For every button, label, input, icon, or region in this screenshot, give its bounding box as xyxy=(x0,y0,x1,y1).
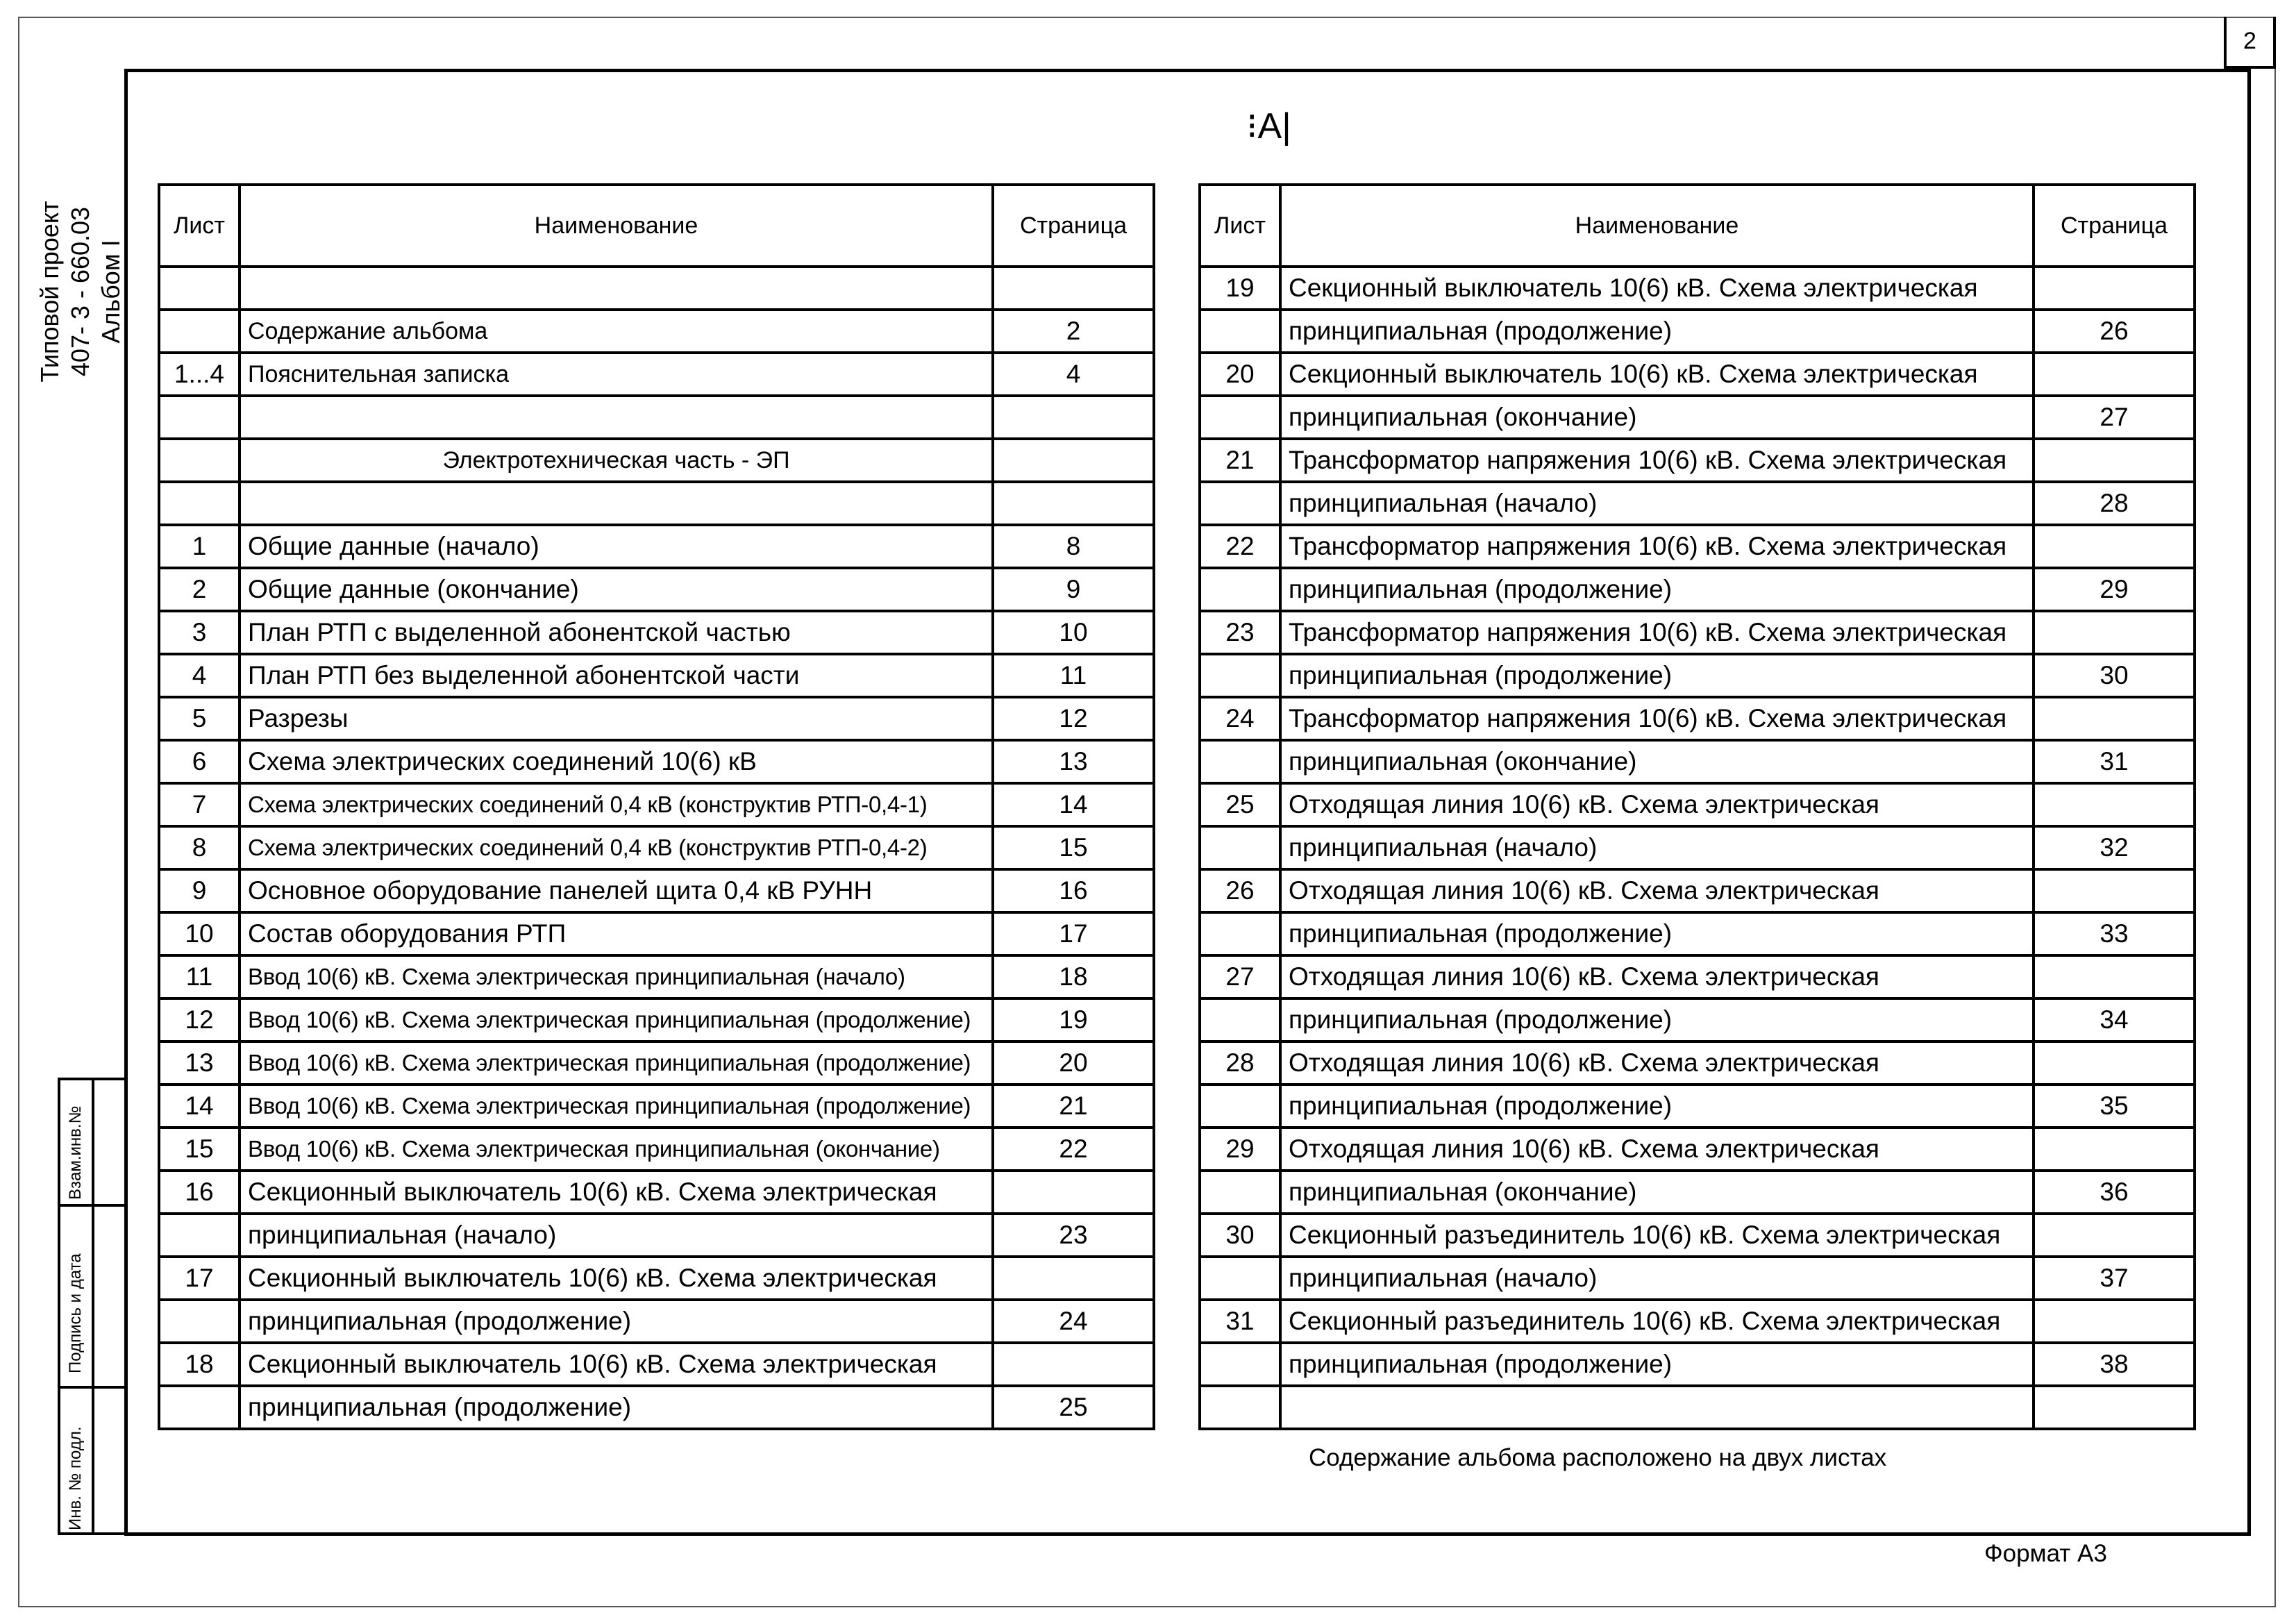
cell-sheet: 14 xyxy=(159,1085,240,1128)
cell-page: 32 xyxy=(2034,826,2195,869)
cell-name: Ввод 10(6) кВ. Схема электрическая принципиальная (продолжение) xyxy=(240,998,993,1041)
header-name: Наименование xyxy=(240,185,993,267)
cell-page: 26 xyxy=(2034,310,2195,353)
cell-page xyxy=(2034,1300,2195,1343)
cell-name: Схема электрических соединений 0,4 кВ (конструктив РТП-0,4-1) xyxy=(240,783,993,826)
cell-page: 38 xyxy=(2034,1343,2195,1386)
cell-page: 21 xyxy=(993,1085,1154,1128)
cell-name: Схема электрических соединений 10(6) кВ xyxy=(240,740,993,783)
cell-sheet xyxy=(1200,396,1280,439)
cell-sheet xyxy=(1200,568,1280,611)
cell-name: Секционный выключатель 10(6) кВ. Схема электрическая xyxy=(1280,353,2034,396)
cell-sheet xyxy=(159,1386,240,1429)
cell-page: 8 xyxy=(993,525,1154,568)
cell-name: Отходящая линия 10(6) кВ. Схема электрическая xyxy=(1280,1041,2034,1085)
cell-page xyxy=(2034,525,2195,568)
cell-name: принципиальная (продолжение) xyxy=(1280,1343,2034,1386)
table-row xyxy=(1200,353,2195,396)
header-sheet: Лист xyxy=(159,185,240,267)
format-label: Формат А3 xyxy=(1984,1540,2107,1567)
cell-sheet: 21 xyxy=(1200,439,1280,482)
table-row xyxy=(159,740,1154,783)
cell-name: Отходящая линия 10(6) кВ. Схема электрическая xyxy=(1280,869,2034,912)
contents-table-left xyxy=(158,183,1155,1430)
cell-page xyxy=(993,396,1154,439)
table-row xyxy=(1200,1041,2195,1085)
cell-sheet: 18 xyxy=(159,1343,240,1386)
table-row xyxy=(159,654,1154,697)
cell-name: Секционный разъединитель 10(6) кВ. Схема электрическая xyxy=(1280,1214,2034,1257)
cell-page xyxy=(2034,869,2195,912)
cell-sheet: 29 xyxy=(1200,1128,1280,1171)
cell-name: План РТП без выделенной абонентской части xyxy=(240,654,993,697)
table-row xyxy=(1200,740,2195,783)
cell-page: 4 xyxy=(993,353,1154,396)
cell-sheet: 26 xyxy=(1200,869,1280,912)
cell-sheet: 11 xyxy=(159,955,240,998)
cell-sheet: 10 xyxy=(159,912,240,955)
cell-name: Основное оборудование панелей щита 0,4 кВ РУНН xyxy=(240,869,993,912)
cell-page: 15 xyxy=(993,826,1154,869)
header-page: Страница xyxy=(2034,185,2195,267)
table-row xyxy=(1200,1214,2195,1257)
cell-name: принципиальная (окончание) xyxy=(1280,396,2034,439)
cell-page: 35 xyxy=(2034,1085,2195,1128)
table-row xyxy=(159,1300,1154,1343)
cell-page xyxy=(2034,439,2195,482)
cell-name: Секционный выключатель 10(6) кВ. Схема электрическая xyxy=(240,1343,993,1386)
two-sheet-note: Содержание альбома расположено на двух листах xyxy=(1309,1444,1887,1471)
cell-sheet: 30 xyxy=(1200,1214,1280,1257)
header-page: Страница xyxy=(993,185,1154,267)
cell-page xyxy=(2034,697,2195,740)
table-row xyxy=(1200,869,2195,912)
cell-page: 22 xyxy=(993,1128,1154,1171)
cell-page xyxy=(2034,955,2195,998)
cell-name: принципиальная (начало) xyxy=(1280,482,2034,525)
cell-page: 20 xyxy=(993,1041,1154,1085)
table-header-row xyxy=(1200,185,2195,267)
cell-page: 2 xyxy=(993,310,1154,353)
table-row xyxy=(1200,1343,2195,1386)
cell-name: Общие данные (начало) xyxy=(240,525,993,568)
table-row xyxy=(1200,998,2195,1041)
cell-sheet: 23 xyxy=(1200,611,1280,654)
cell-name: Ввод 10(6) кВ. Схема электрическая принципиальная (продолжение) xyxy=(240,1085,993,1128)
table-row xyxy=(159,439,1154,482)
cell-name: Отходящая линия 10(6) кВ. Схема электрическая xyxy=(1280,1128,2034,1171)
table-row xyxy=(1200,1128,2195,1171)
cell-page xyxy=(2034,783,2195,826)
cell-sheet: 7 xyxy=(159,783,240,826)
table-row xyxy=(159,310,1154,353)
header-sheet: Лист xyxy=(1200,185,1280,267)
cell-sheet: 20 xyxy=(1200,353,1280,396)
cell-sheet xyxy=(159,1214,240,1257)
cell-name: принципиальная (продолжение) xyxy=(1280,654,2034,697)
table-row xyxy=(159,783,1154,826)
table-row xyxy=(159,1171,1154,1214)
page-title: ⁝A| xyxy=(1246,106,1291,147)
cell-sheet: 28 xyxy=(1200,1041,1280,1085)
table-row xyxy=(1200,396,2195,439)
cell-name: принципиальная (продолжение) xyxy=(240,1386,993,1429)
cell-sheet xyxy=(159,267,240,310)
cell-page xyxy=(2034,1386,2195,1429)
cell-sheet: 16 xyxy=(159,1171,240,1214)
cell-name: Трансформатор напряжения 10(6) кВ. Схема электрическая xyxy=(1280,439,2034,482)
sheet-number: 2 xyxy=(2243,28,2256,54)
table-row xyxy=(159,1386,1154,1429)
cell-sheet: 13 xyxy=(159,1041,240,1085)
cell-name: Ввод 10(6) кВ. Схема электрическая принципиальная (продолжение) xyxy=(240,1041,993,1085)
cell-name: Пояснительная записка xyxy=(240,353,993,396)
cell-page: 13 xyxy=(993,740,1154,783)
cell-sheet xyxy=(1200,1171,1280,1214)
cell-sheet xyxy=(159,439,240,482)
cell-name xyxy=(240,396,993,439)
cell-page: 14 xyxy=(993,783,1154,826)
cell-sheet: 6 xyxy=(159,740,240,783)
cell-name: принципиальная (продолжение) xyxy=(1280,912,2034,955)
cell-name: принципиальная (продолжение) xyxy=(1280,568,2034,611)
cell-name xyxy=(1280,1386,2034,1429)
table-row xyxy=(159,1214,1154,1257)
cell-sheet xyxy=(159,310,240,353)
cell-page: 34 xyxy=(2034,998,2195,1041)
cell-name: Схема электрических соединений 0,4 кВ (конструктив РТП-0,4-2) xyxy=(240,826,993,869)
cell-sheet xyxy=(1200,1343,1280,1386)
cell-name: принципиальная (продолжение) xyxy=(1280,1085,2034,1128)
stamp-divider xyxy=(60,1204,125,1207)
cell-page xyxy=(2034,611,2195,654)
cell-name: Ввод 10(6) кВ. Схема электрическая принципиальная (начало) xyxy=(240,955,993,998)
table-row xyxy=(159,568,1154,611)
cell-name: принципиальная (окончание) xyxy=(1280,740,2034,783)
cell-name: Отходящая линия 10(6) кВ. Схема электрическая xyxy=(1280,783,2034,826)
side-title-line-2: 407- 3 - 660.03 xyxy=(66,206,94,377)
table-row xyxy=(159,1085,1154,1128)
cell-page: 23 xyxy=(993,1214,1154,1257)
cell-name: Общие данные (окончание) xyxy=(240,568,993,611)
cell-sheet xyxy=(159,482,240,525)
sheet-number-box xyxy=(2224,17,2276,69)
cell-name: Разрезы xyxy=(240,697,993,740)
contents-table-right xyxy=(1198,183,2196,1430)
table-row xyxy=(159,998,1154,1041)
table-row xyxy=(1200,783,2195,826)
table-row xyxy=(1200,568,2195,611)
cell-page xyxy=(993,439,1154,482)
table-row xyxy=(1200,912,2195,955)
cell-name: Секционный выключатель 10(6) кВ. Схема электрическая xyxy=(1280,267,2034,310)
table-header-row xyxy=(159,185,1154,267)
side-title-block xyxy=(35,111,132,472)
cell-sheet xyxy=(1200,1085,1280,1128)
cell-sheet xyxy=(1200,740,1280,783)
cell-name xyxy=(240,482,993,525)
cell-page xyxy=(2034,1214,2195,1257)
stamp-label-signature-date: Подпись и дата xyxy=(66,1253,85,1373)
cell-sheet: 31 xyxy=(1200,1300,1280,1343)
cell-name: Трансформатор напряжения 10(6) кВ. Схема электрическая xyxy=(1280,525,2034,568)
table-row xyxy=(159,869,1154,912)
cell-page xyxy=(2034,1128,2195,1171)
table-row xyxy=(1200,1085,2195,1128)
cell-page: 16 xyxy=(993,869,1154,912)
cell-name xyxy=(240,267,993,310)
cell-sheet xyxy=(159,1300,240,1343)
side-title-line-3: Альбом I xyxy=(97,240,125,344)
cell-page xyxy=(993,1171,1154,1214)
cell-name: Трансформатор напряжения 10(6) кВ. Схема электрическая xyxy=(1280,611,2034,654)
cell-page: 36 xyxy=(2034,1171,2195,1214)
cell-name: Секционный выключатель 10(6) кВ. Схема электрическая xyxy=(240,1257,993,1300)
table-row xyxy=(159,1343,1154,1386)
table-row xyxy=(159,611,1154,654)
table-row xyxy=(159,396,1154,439)
table-row xyxy=(1200,697,2195,740)
header-name: Наименование xyxy=(1280,185,2034,267)
table-row xyxy=(159,955,1154,998)
table-row xyxy=(1200,1300,2195,1343)
cell-name: принципиальная (начало) xyxy=(240,1214,993,1257)
cell-sheet xyxy=(159,396,240,439)
cell-page xyxy=(993,267,1154,310)
cell-sheet: 27 xyxy=(1200,955,1280,998)
table-row xyxy=(159,525,1154,568)
cell-sheet: 19 xyxy=(1200,267,1280,310)
table-row xyxy=(159,1257,1154,1300)
cell-sheet: 2 xyxy=(159,568,240,611)
cell-name: принципиальная (начало) xyxy=(1280,1257,2034,1300)
cell-sheet xyxy=(1200,826,1280,869)
cell-sheet: 15 xyxy=(159,1128,240,1171)
cell-page: 37 xyxy=(2034,1257,2195,1300)
table-row xyxy=(1200,525,2195,568)
cell-sheet: 5 xyxy=(159,697,240,740)
cell-name: принципиальная (продолжение) xyxy=(240,1300,993,1343)
table-row xyxy=(159,912,1154,955)
table-row xyxy=(159,1128,1154,1171)
cell-sheet: 8 xyxy=(159,826,240,869)
cell-sheet: 3 xyxy=(159,611,240,654)
cell-sheet xyxy=(1200,310,1280,353)
cell-name: Трансформатор напряжения 10(6) кВ. Схема электрическая xyxy=(1280,697,2034,740)
cell-sheet xyxy=(1200,482,1280,525)
cell-page: 11 xyxy=(993,654,1154,697)
cell-page: 33 xyxy=(2034,912,2195,955)
table-row xyxy=(159,697,1154,740)
side-title-line-1: Типовой проект xyxy=(35,201,64,383)
cell-sheet xyxy=(1200,1257,1280,1300)
cell-sheet: 9 xyxy=(159,869,240,912)
cell-name: Отходящая линия 10(6) кВ. Схема электрическая xyxy=(1280,955,2034,998)
table-row xyxy=(159,353,1154,396)
table-row xyxy=(159,1041,1154,1085)
cell-name: Ввод 10(6) кВ. Схема электрическая принципиальная (окончание) xyxy=(240,1128,993,1171)
table-row xyxy=(1200,955,2195,998)
cell-sheet: 25 xyxy=(1200,783,1280,826)
cell-name: принципиальная (начало) xyxy=(1280,826,2034,869)
cell-page xyxy=(2034,353,2195,396)
cell-page xyxy=(993,1343,1154,1386)
table-row xyxy=(1200,611,2195,654)
cell-name: принципиальная (продолжение) xyxy=(1280,310,2034,353)
cell-page xyxy=(2034,267,2195,310)
cell-page xyxy=(2034,1041,2195,1085)
cell-name: Содержание альбома xyxy=(240,310,993,353)
cell-page: 27 xyxy=(2034,396,2195,439)
cell-page: 10 xyxy=(993,611,1154,654)
stamp-label-replace-inv: Взам.инв.№ xyxy=(66,1105,85,1200)
table-row xyxy=(1200,310,2195,353)
cell-name: принципиальная (окончание) xyxy=(1280,1171,2034,1214)
cell-name: Электротехническая часть - ЭП xyxy=(240,439,993,482)
table-row xyxy=(1200,1386,2195,1429)
cell-sheet: 1...4 xyxy=(159,353,240,396)
cell-page: 12 xyxy=(993,697,1154,740)
cell-sheet xyxy=(1200,654,1280,697)
table-row xyxy=(1200,439,2195,482)
table-row xyxy=(1200,482,2195,525)
stamp-divider xyxy=(92,1080,94,1532)
table-row xyxy=(1200,654,2195,697)
table-row xyxy=(1200,267,2195,310)
cell-page: 28 xyxy=(2034,482,2195,525)
table-row xyxy=(1200,826,2195,869)
cell-page: 31 xyxy=(2034,740,2195,783)
cell-name: Состав оборудования РТП xyxy=(240,912,993,955)
cell-sheet: 17 xyxy=(159,1257,240,1300)
cell-sheet xyxy=(1200,912,1280,955)
stamp-label-original-inv: Инв. № подл. xyxy=(66,1426,85,1530)
cell-page: 24 xyxy=(993,1300,1154,1343)
stamp-divider xyxy=(60,1386,125,1389)
cell-page: 9 xyxy=(993,568,1154,611)
table-row xyxy=(159,267,1154,310)
cell-sheet: 24 xyxy=(1200,697,1280,740)
cell-name: Секционный разъединитель 10(6) кВ. Схема электрическая xyxy=(1280,1300,2034,1343)
cell-page: 17 xyxy=(993,912,1154,955)
cell-page xyxy=(993,482,1154,525)
cell-sheet: 1 xyxy=(159,525,240,568)
cell-sheet xyxy=(1200,998,1280,1041)
table-row xyxy=(1200,1257,2195,1300)
cell-sheet: 12 xyxy=(159,998,240,1041)
approval-stamp xyxy=(58,1078,128,1535)
cell-name: принципиальная (продолжение) xyxy=(1280,998,2034,1041)
cell-page: 18 xyxy=(993,955,1154,998)
cell-name: План РТП с выделенной абонентской частью xyxy=(240,611,993,654)
cell-sheet xyxy=(1200,1386,1280,1429)
table-row xyxy=(1200,1171,2195,1214)
cell-sheet: 22 xyxy=(1200,525,1280,568)
table-row xyxy=(159,826,1154,869)
cell-page: 29 xyxy=(2034,568,2195,611)
cell-page: 19 xyxy=(993,998,1154,1041)
cell-page: 30 xyxy=(2034,654,2195,697)
cell-sheet: 4 xyxy=(159,654,240,697)
cell-page xyxy=(993,1257,1154,1300)
table-row xyxy=(159,482,1154,525)
cell-page: 25 xyxy=(993,1386,1154,1429)
cell-name: Секционный выключатель 10(6) кВ. Схема электрическая xyxy=(240,1171,993,1214)
